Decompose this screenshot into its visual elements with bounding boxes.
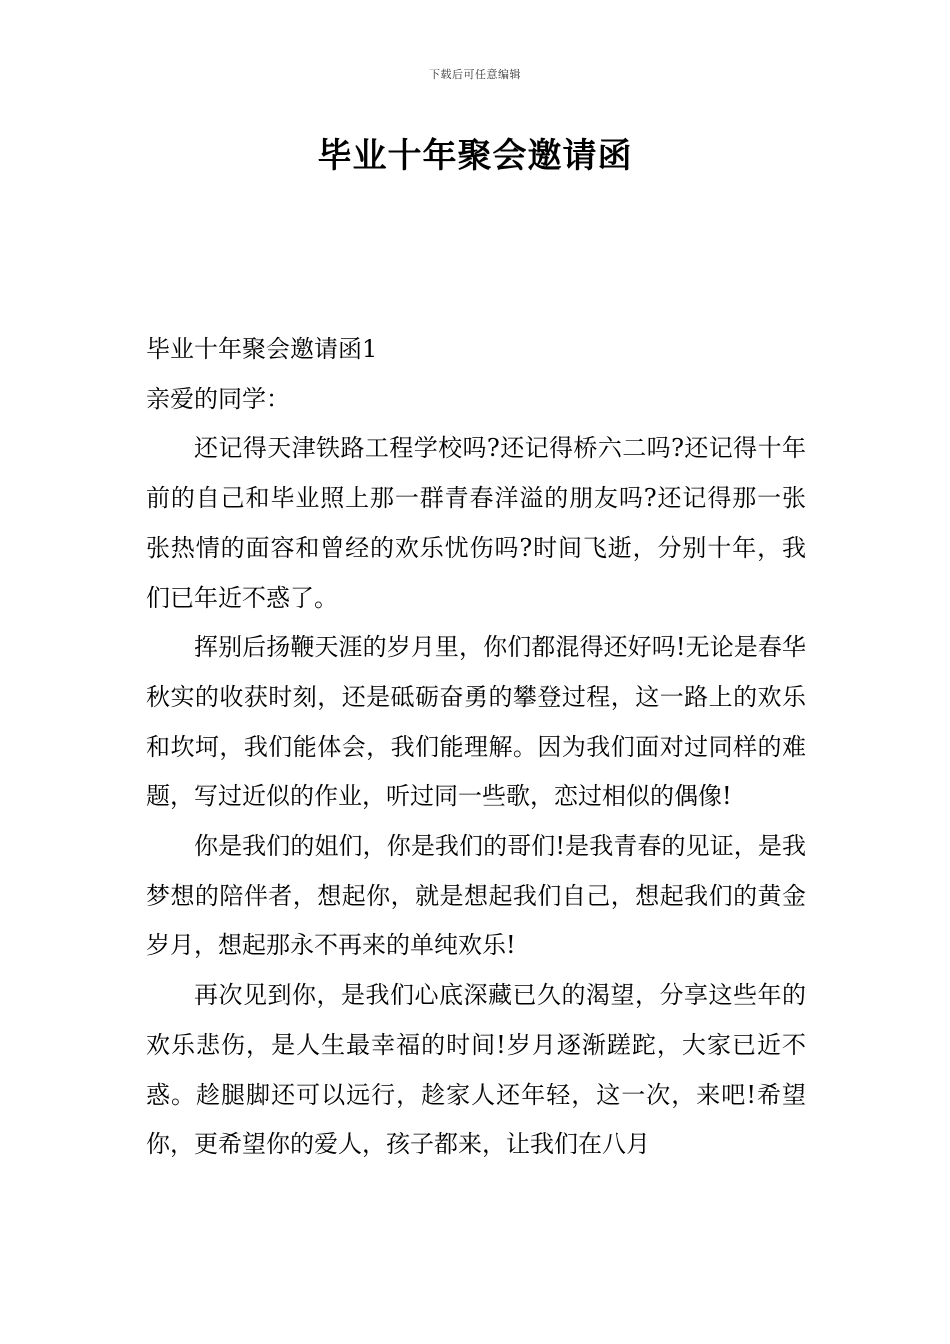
document-title: 毕业十年聚会邀请函 [317, 136, 633, 176]
salutation: 亲爱的同学： [146, 384, 290, 413]
paragraph-3: 你是我们的姐们，你是我们的哥们!是我青春的见证，是我梦想的陪伴者，想起你，就是想起我们自己，想起我们的黄金岁月，想起那永不再来的单纯欢乐! [146, 832, 806, 960]
section-title: 毕业十年聚会邀请函1 [146, 335, 378, 363]
paragraph-1: 还记得天津铁路工程学校吗?还记得桥六二吗?还记得十年前的自己和毕业照上那一群青春洋溢的朋友吗?还记得那一张张热情的面容和曾经的欢乐忧伤吗?时间飞逝，分别十年，我们已年近不惑了。 [146, 434, 806, 612]
header-note: 下载后可任意编辑 [429, 68, 521, 81]
document-body [146, 325, 806, 1170]
paragraph-2: 挥别后扬鞭天涯的岁月里，你们都混得还好吗!无论是春华秋实的收获时刻，还是砥砺奋勇的攀登过程，这一路上的欢乐和坎坷，我们能体会，我们能理解。因为我们面对过同样的难题，写过近似的作业，听过同一些歌，恋过相似的偶像! [146, 633, 806, 811]
paragraph-4: 再次见到你，是我们心底深藏已久的渴望，分享这些年的欢乐悲伤，是人生最幸福的时间!岁月逐渐蹉跎，大家已近不惑。趁腿脚还可以远行，趁家人还年轻，这一次，来吧!希望你，更希望你的爱人，孩子都来，让我们在八月 [146, 981, 806, 1159]
